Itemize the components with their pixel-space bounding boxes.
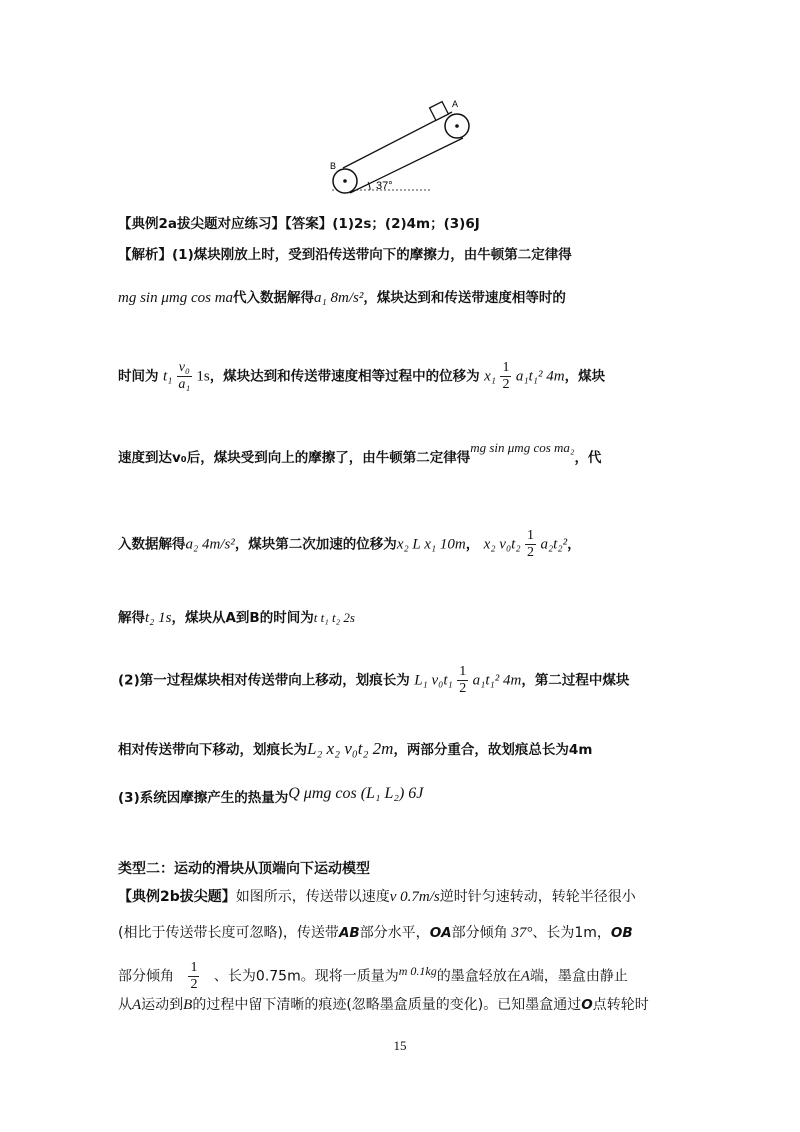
problem-text-9: 的墨盒轻放在 [436,968,521,985]
point-a-2: A [132,997,142,1013]
analysis-text-14: ，第二过程中煤块 [521,672,630,689]
point-o: O [581,997,593,1013]
analysis-text-13: (2)第一过程煤块相对传送带向上移动，划痕长为 [118,672,410,689]
equation-7: x₂ L x₁ 10m [396,536,466,553]
fraction-half-1 [500,360,511,393]
equation-12: L₂ x₂ v₀t₂ 2m [307,739,394,758]
angle-frac-num: 1 [190,960,198,975]
analysis-text-2: 代入数据解得 [233,290,315,306]
fraction-denominator: a₁ [178,377,191,392]
problem-text-5: 部分倾角 [451,925,508,941]
problem-text-2: 逆时针匀速转动，转轮半径很小 [439,889,636,905]
problem-text-3: (相比于传送带长度可忽略)，传送带 [118,925,339,941]
problem-line-2 [118,922,633,942]
analysis-text-15: 相对传送带向下移动，划痕长为 [118,742,307,758]
analysis-eq-line-1 [118,286,566,307]
angle-value: 37° [507,925,533,941]
equation-11: L₁ v₀t₁ [414,672,453,689]
equation-6: a₂ 4m/s² [185,536,235,553]
label-a: A [452,99,459,109]
analysis-text-4: 时间为 [118,368,159,385]
analysis-text-1: (1)煤块刚放上时，受到沿传送带向下的摩擦力，由牛顿第二定律得 [172,247,572,263]
problem-text-1: 如图所示，传送带以速度 [235,889,390,905]
equation-5: mg sin μmg cos ma₂ [470,440,575,455]
problem-text-13: 的过程中留下清晰的痕迹(忽略墨盒质量的变化)。已知墨盒通过 [192,997,582,1013]
angle-fraction [188,960,199,993]
analysis-text-12: ，煤块从A到B的时间为 [171,610,314,626]
fraction-half-3 [457,664,468,697]
equation-4: x₁ [484,368,497,385]
analysis-text-10: ，煤块第二次加速的位移为 [234,536,397,553]
fraction-half-2 [525,528,536,561]
problem-text-7: 部分倾角 [118,968,174,985]
equation-3-right: 1s [196,368,210,385]
problem-text-11: 从 [118,997,132,1013]
angle-frac-den: 2 [190,977,198,992]
half-num-3: 1 [459,664,467,679]
equation-9: t₂ 1s [145,610,172,626]
problem-text-8: 、长为0.75m。现将一质量为 [213,968,399,985]
analysis-p1 [118,243,572,263]
analysis-line-4: 入数据解得a₂ 4m/s²，煤块第二次加速的位移为x₂ L x₁ 10m， x₂ v₀t₂ $\frac{1}{2}$ a₂t₂²， [118,528,581,560]
equation-13: Q μmg cos (L₁ L₂) 6J [288,785,424,802]
equation-8-right: a₂t₂² [540,536,568,553]
analysis-text-8: ，代 [574,450,602,466]
equation-10: t t₁ t₂ 2s [313,610,355,625]
equation-3-left: t₁ [162,368,173,385]
problem-line-1 [118,886,636,906]
equation-8: x₂ v₀t₂ [483,536,521,553]
label-ab: AB [338,925,360,941]
equation-4-right: a₁t₁² 4m [515,368,565,385]
problem-line-3 [118,960,628,993]
equation-1: mg sin μmg cos ma [118,290,234,306]
analysis-line-6 [118,738,592,759]
problem-text-14: 点转轮时 [592,997,649,1013]
label-ob: OB [610,925,633,941]
section-title [118,858,370,878]
label-b: B [330,161,337,171]
angle-label: 37° [376,180,393,192]
fraction-v0-a1 [177,360,192,393]
analysis-p3 [118,786,423,807]
analysis-eq-line-2 [118,360,605,393]
point-a: A [520,968,530,985]
analysis-text-3: ，煤块达到和传送带速度相等时的 [363,290,566,306]
half-den-3: 2 [459,681,467,696]
analysis-text-7: 速度到达v₀后，煤块受到向上的摩擦了，由牛顿第二定律得 [118,450,471,466]
problem-line-4 [118,994,649,1014]
half-den: 2 [502,377,510,392]
analysis-text-5: ，煤块达到和传送带速度相等过程中的位移为 [209,368,480,385]
answer-title: 【典例2a拔尖题对应练习】【答案】 [118,216,333,232]
analysis-text-9: 入数据解得 [118,536,186,553]
half-num-2: 1 [527,528,535,543]
analysis-tag: 【解析】 [118,247,172,263]
problem-tag: 【典例2b拔尖题】 [118,889,236,905]
conveyor-figure [320,92,490,204]
analysis-line-5 [118,606,355,627]
half-num: 1 [502,360,510,375]
analysis-text-6: ，煤块 [564,368,606,385]
analysis-p2 [118,664,629,697]
section-heading: 类型二：运动的滑块从顶端向下运动模型 [118,861,370,877]
analysis-line-3 [118,440,602,466]
analysis-text-11: 解得 [118,610,145,626]
speed-value: v 0.7m/s [389,889,440,905]
problem-text-4: 部分水平， [359,925,430,941]
problem-text-6: 、长为1m， [532,925,611,941]
half-den-2: 2 [527,545,535,560]
point-b: B [183,997,193,1013]
fraction-numerator: v₀ [178,360,190,375]
analysis-text-16: ，两部分重合，故划痕总长为4m [393,742,593,758]
problem-text-10: 端，墨盒由静止 [529,968,628,985]
label-oa: OA [429,925,452,941]
answer-values: (1)2s；(2)4m；(3)6J [332,216,480,232]
equation-11-right: a₁t₁² 4m [472,672,522,689]
equation-2: a₁ 8m/s² [314,290,364,306]
mass-value: m 0.1kg [398,963,437,978]
page-number: 15 [393,1038,407,1053]
analysis-text-17: (3)系统因摩擦产生的热量为 [118,790,289,806]
problem-text-12: 运动到 [141,997,184,1013]
answer-line [118,212,480,232]
